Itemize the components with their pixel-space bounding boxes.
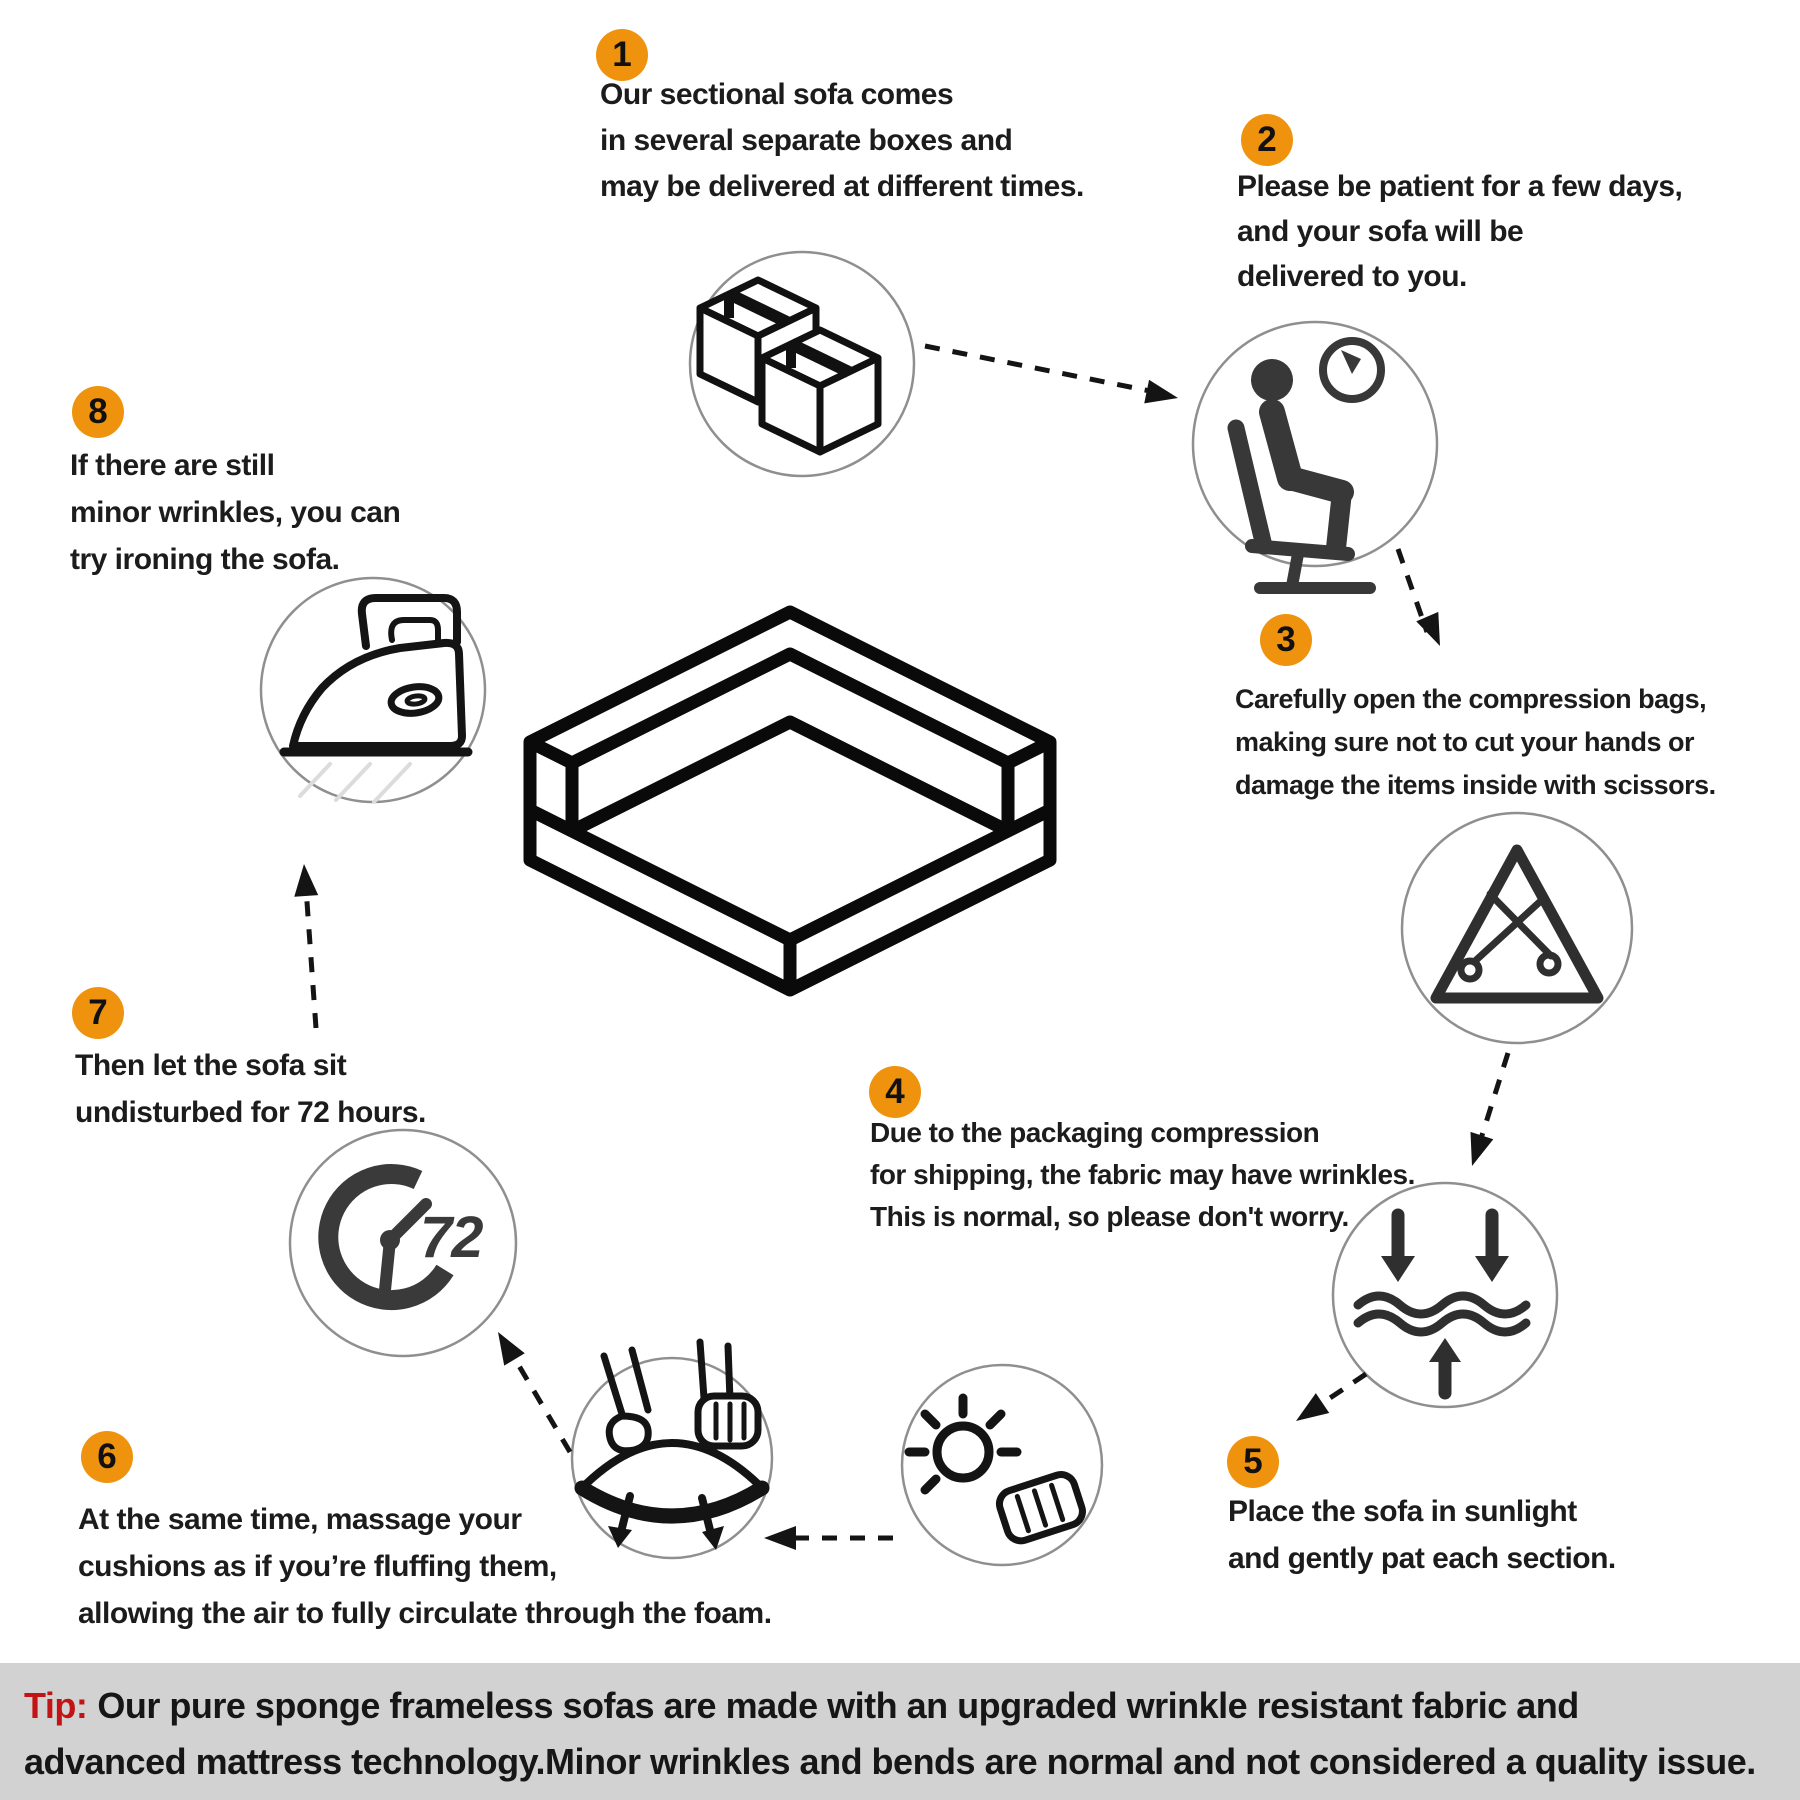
- step-8-line: If there are still: [70, 449, 275, 482]
- step-1-line: Our sectional sofa comes: [600, 78, 954, 111]
- step-4-line: This is normal, so please don't worry.: [870, 1201, 1349, 1232]
- step-8-line: try ironing the sofa.: [70, 543, 340, 576]
- step-3-line: making sure not to cut your hands or: [1235, 727, 1695, 757]
- step-3-line: Carefully open the compression bags,: [1235, 684, 1707, 714]
- step-7-line: undisturbed for 72 hours.: [75, 1096, 426, 1129]
- step-2-line: Please be patient for a few days,: [1237, 170, 1683, 203]
- step-6-line: cushions as if you’re fluffing them,: [78, 1550, 557, 1583]
- step-3-line: damage the items inside with scissors.: [1235, 770, 1716, 800]
- step-6-badge: 6: [81, 1431, 133, 1483]
- step-2-badge: 2: [1241, 114, 1293, 166]
- step-1-line: may be delivered at different times.: [600, 170, 1084, 203]
- step-1-badge: 1: [596, 29, 648, 81]
- step-8-badge: 8: [72, 386, 124, 438]
- step-3-text: [1235, 678, 1716, 807]
- step-5-badge: 5: [1227, 1436, 1279, 1488]
- step-5-text: [1228, 1488, 1616, 1582]
- step-7-badge: 7: [72, 987, 124, 1039]
- corner-sofa-drawing: [530, 612, 1050, 990]
- step-4-text: [870, 1112, 1415, 1238]
- tip-label: Tip:: [24, 1685, 88, 1726]
- tip-bar: [0, 1663, 1800, 1800]
- step-3-badge: 3: [1260, 614, 1312, 666]
- tip-text-1: Our pure sponge frameless sofas are made with an upgraded wrinkle resistant fabric and: [97, 1685, 1579, 1726]
- step-5-line: Place the sofa in sunlight: [1228, 1495, 1577, 1528]
- step-8-line: minor wrinkles, you can: [70, 496, 401, 529]
- step-7-text: [75, 1042, 426, 1136]
- tip-line-1: [24, 1685, 1579, 1727]
- step-4-line: Due to the packaging compression: [870, 1117, 1320, 1148]
- tip-line-2: advanced mattress technology.Minor wrinkles and bends are normal and not considered a quality issue.: [24, 1741, 1756, 1782]
- step-6-line: At the same time, massage your: [78, 1503, 522, 1536]
- step-2-line: delivered to you.: [1237, 260, 1467, 293]
- step-2-text: [1237, 164, 1682, 299]
- step-2-line: and your sofa will be: [1237, 215, 1524, 248]
- step-8-text: [70, 442, 400, 583]
- arrow-step3-to-step4: [1478, 1053, 1508, 1148]
- step-4-line: for shipping, the fabric may have wrinkles.: [870, 1159, 1415, 1190]
- step-1-line: in several separate boxes and: [600, 124, 1013, 157]
- step-6-text: [78, 1496, 772, 1637]
- step-5-line: and gently pat each section.: [1228, 1542, 1616, 1575]
- step-4-badge: 4: [869, 1066, 921, 1118]
- step-1-text: [600, 72, 1084, 210]
- step-7-line: Then let the sofa sit: [75, 1049, 347, 1082]
- arrow-step6-to-step7: [512, 1354, 570, 1452]
- clock-hours-label: 72: [420, 1205, 483, 1270]
- arrow-step1-to-step2: [925, 346, 1160, 393]
- arrow-step7-to-step8: [306, 888, 316, 1028]
- step-6-line: allowing the air to fully circulate through the foam.: [78, 1597, 772, 1630]
